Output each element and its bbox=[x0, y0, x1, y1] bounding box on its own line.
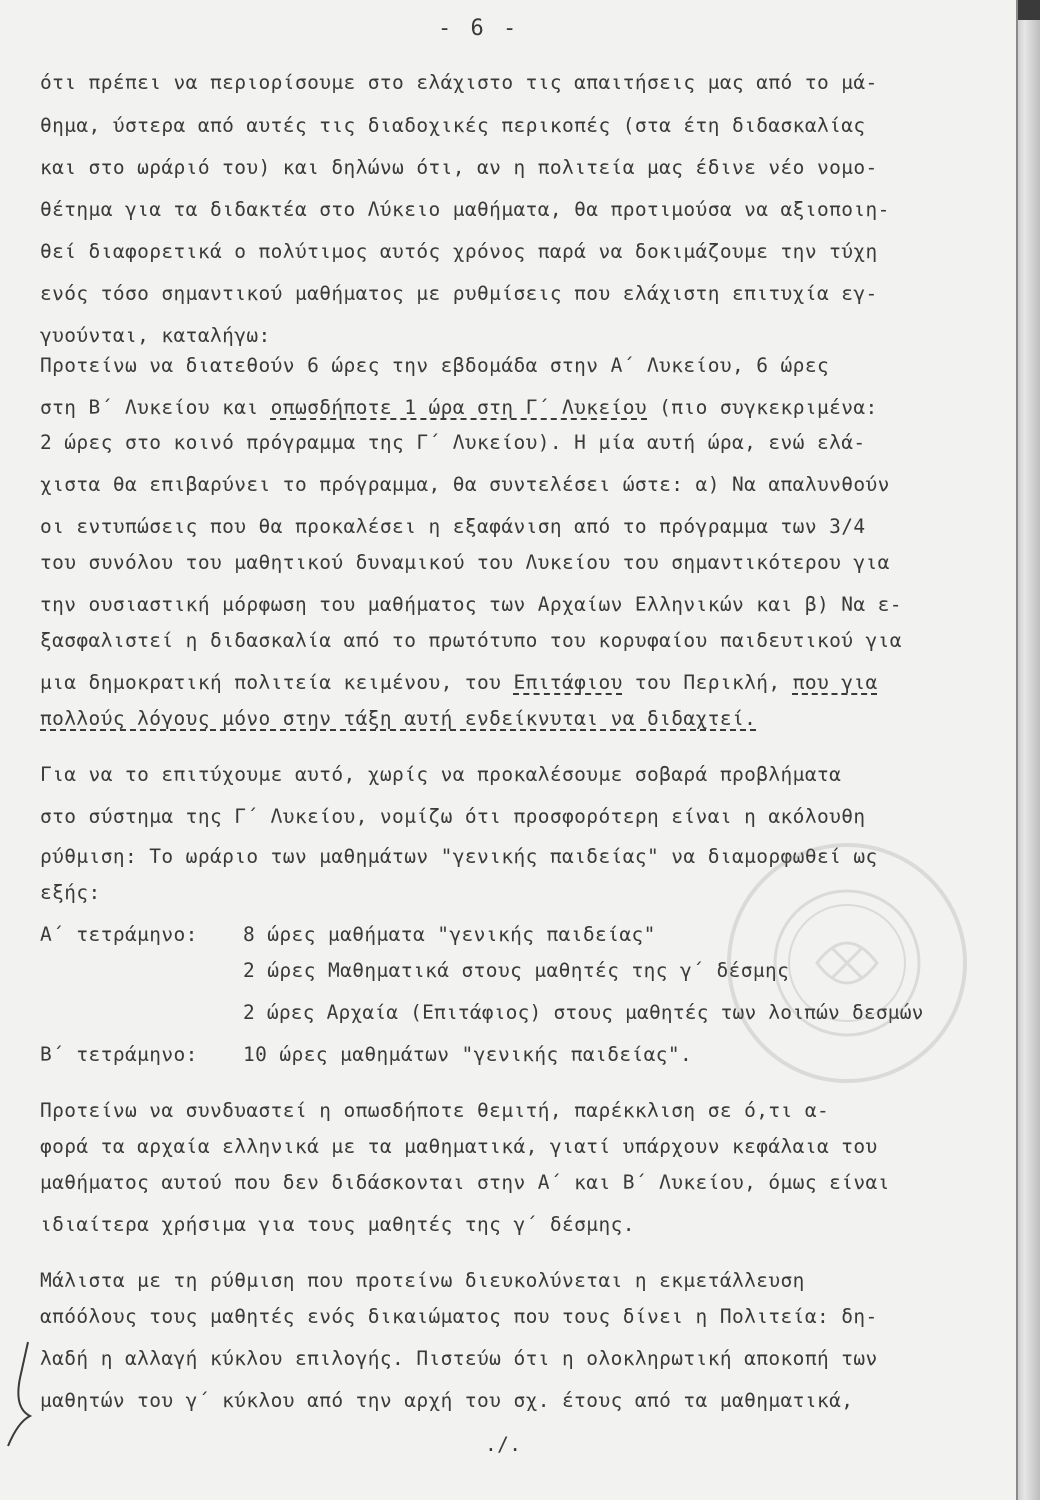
text-line: θεί διαφορετικά ο πολύτιμος αυτός χρόνος παρά να δοκιμάζουμε την τύχη bbox=[40, 240, 878, 263]
text-span: μια δημοκρατική πολιτεία κειμένου, του bbox=[40, 671, 514, 694]
text-span: στη Β΄ Λυκείου και bbox=[40, 396, 271, 419]
text-line: χιστα θα επιβαρύνει το πρόγραμμα, θα συντελέσει ώστε: α) Να απαλυνθούν bbox=[40, 473, 890, 496]
text-line: 2 ώρες στο κοινό πρόγραμμα της Γ΄ Λυκείου). Η μία αυτή ώρα, ενώ ελά- bbox=[40, 431, 866, 454]
underlined-text: Επιτάφιου bbox=[513, 671, 623, 694]
text-line: οι εντυπώσεις που θα προκαλέσει η εξαφάνιση από το πρόγραμμα των 3/4 bbox=[40, 515, 866, 538]
page-edge bbox=[1016, 0, 1040, 1500]
text-line: ρύθμιση: Το ωράριο των μαθημάτων "γενικής παιδείας" να διαμορφωθεί ως bbox=[40, 845, 878, 868]
underlined-text: πολλούς λόγους μόνο στην τάξη αυτή ενδείκνυται να διδαχτεί. bbox=[40, 707, 757, 730]
text-span: (πιο συγκεκριμένα: bbox=[647, 396, 878, 419]
schedule-label: Β΄ τετράμηνο: bbox=[40, 1043, 198, 1066]
underlined-text: οπωσδήποτε 1 ώρα στη Γ΄ Λυκείου bbox=[270, 396, 648, 419]
underlined-text: που για bbox=[792, 671, 878, 694]
text-line: την ουσιαστική μόρφωση του μαθήματος των Αρχαίων Ελληνικών και β) Να ε- bbox=[40, 593, 902, 616]
text-line: στο σύστημα της Γ΄ Λυκείου, νομίζω ότι προσφορότερη είναι η ακόλουθη bbox=[40, 805, 866, 828]
page-number: - 6 - bbox=[438, 16, 520, 41]
schedule-item: 8 ώρες μαθήματα "γενικής παιδείας" bbox=[243, 923, 656, 946]
stamp-seal-icon bbox=[722, 838, 972, 1088]
text-line: ξασφαλιστεί η διδασκαλία από το πρωτότυπο του κορυφαίου παιδευτικού για bbox=[40, 629, 902, 652]
text-line: του συνόλου του μαθητικού δυναμικού του Λυκείου του σημαντικότερου για bbox=[40, 551, 890, 574]
text-line: λαδή η αλλαγή κύκλου επιλογής. Πιστεύω ότι η ολοκληρωτική αποκοπή των bbox=[40, 1347, 878, 1370]
text-line bbox=[40, 670, 878, 696]
text-line: Για να το επιτύχουμε αυτό, χωρίς να προκαλέσουμε σοβαρά προβλήματα bbox=[40, 763, 842, 786]
text-line: και στο ωράριό του) και δηλώνω ότι, αν η πολιτεία μας έδινε νέο νομο- bbox=[40, 156, 878, 179]
text-line bbox=[40, 395, 878, 421]
text-line: θέτημα για τα διδακτέα στο Λύκειο μαθήματα, θα προτιμούσα να αξιοποιη- bbox=[40, 198, 890, 221]
text-line: μαθήματος αυτού που δεν διδάσκονται στην Α΄ και Β΄ Λυκείου, όμως είναι bbox=[40, 1171, 890, 1194]
text-line: απόόλους τους μαθητές ενός δικαιώματος που τους δίνει η Πολιτεία: δη- bbox=[40, 1305, 878, 1328]
text-line: Προτείνω να συνδυαστεί η οπωσδήποτε θεμιτή, παρέκκλιση σε ό,τι α- bbox=[40, 1099, 830, 1122]
schedule-item: 2 ώρες Αρχαία (Επιτάφιος) στους μαθητές των λοιπών δεσμών bbox=[243, 1001, 924, 1024]
handwritten-margin-mark-icon bbox=[0, 1338, 40, 1448]
continuation-mark: ./. bbox=[485, 1433, 522, 1456]
text-line: γυούνται, καταλήγω: bbox=[40, 324, 271, 347]
text-line: ενός τόσο σημαντικού μαθήματος με ρυθμίσεις που ελάχιστη επιτυχία εγ- bbox=[40, 282, 878, 305]
text-line: Μάλιστα με τη ρύθμιση που προτείνω διευκολύνεται η εκμετάλλευση bbox=[40, 1269, 805, 1292]
text-line: θημα, ύστερα από αυτές τις διαδοχικές περικοπές (στα έτη διδασκαλίας bbox=[40, 114, 866, 137]
schedule-label: Α΄ τετράμηνο: bbox=[40, 923, 198, 946]
text-line bbox=[40, 706, 756, 732]
text-line: φορά τα αρχαία ελληνικά με τα μαθηματικά, γιατί υπάρχουν κεφάλαια του bbox=[40, 1135, 878, 1158]
page-edge-shadow bbox=[1018, 0, 1040, 20]
text-span: του Περικλή, bbox=[622, 671, 793, 694]
schedule-item: 2 ώρες Μαθηματικά στους μαθητές της γ΄ δέσμης bbox=[243, 959, 790, 982]
text-line: εξής: bbox=[40, 881, 101, 904]
text-line: ότι πρέπει να περιορίσουμε στο ελάχιστο τις απαιτήσεις μας από το μά- bbox=[40, 71, 878, 94]
text-line: μαθητών του γ΄ κύκλου από την αρχή του σχ. έτους από τα μαθηματικά, bbox=[40, 1389, 854, 1412]
text-line: Προτείνω να διατεθούν 6 ώρες την εβδομάδα στην Α΄ Λυκείου, 6 ώρες bbox=[40, 354, 830, 377]
text-line: ιδιαίτερα χρήσιμα για τους μαθητές της γ΄ δέσμης. bbox=[40, 1213, 635, 1236]
schedule-item: 10 ώρες μαθημάτων "γενικής παιδείας". bbox=[243, 1043, 693, 1066]
